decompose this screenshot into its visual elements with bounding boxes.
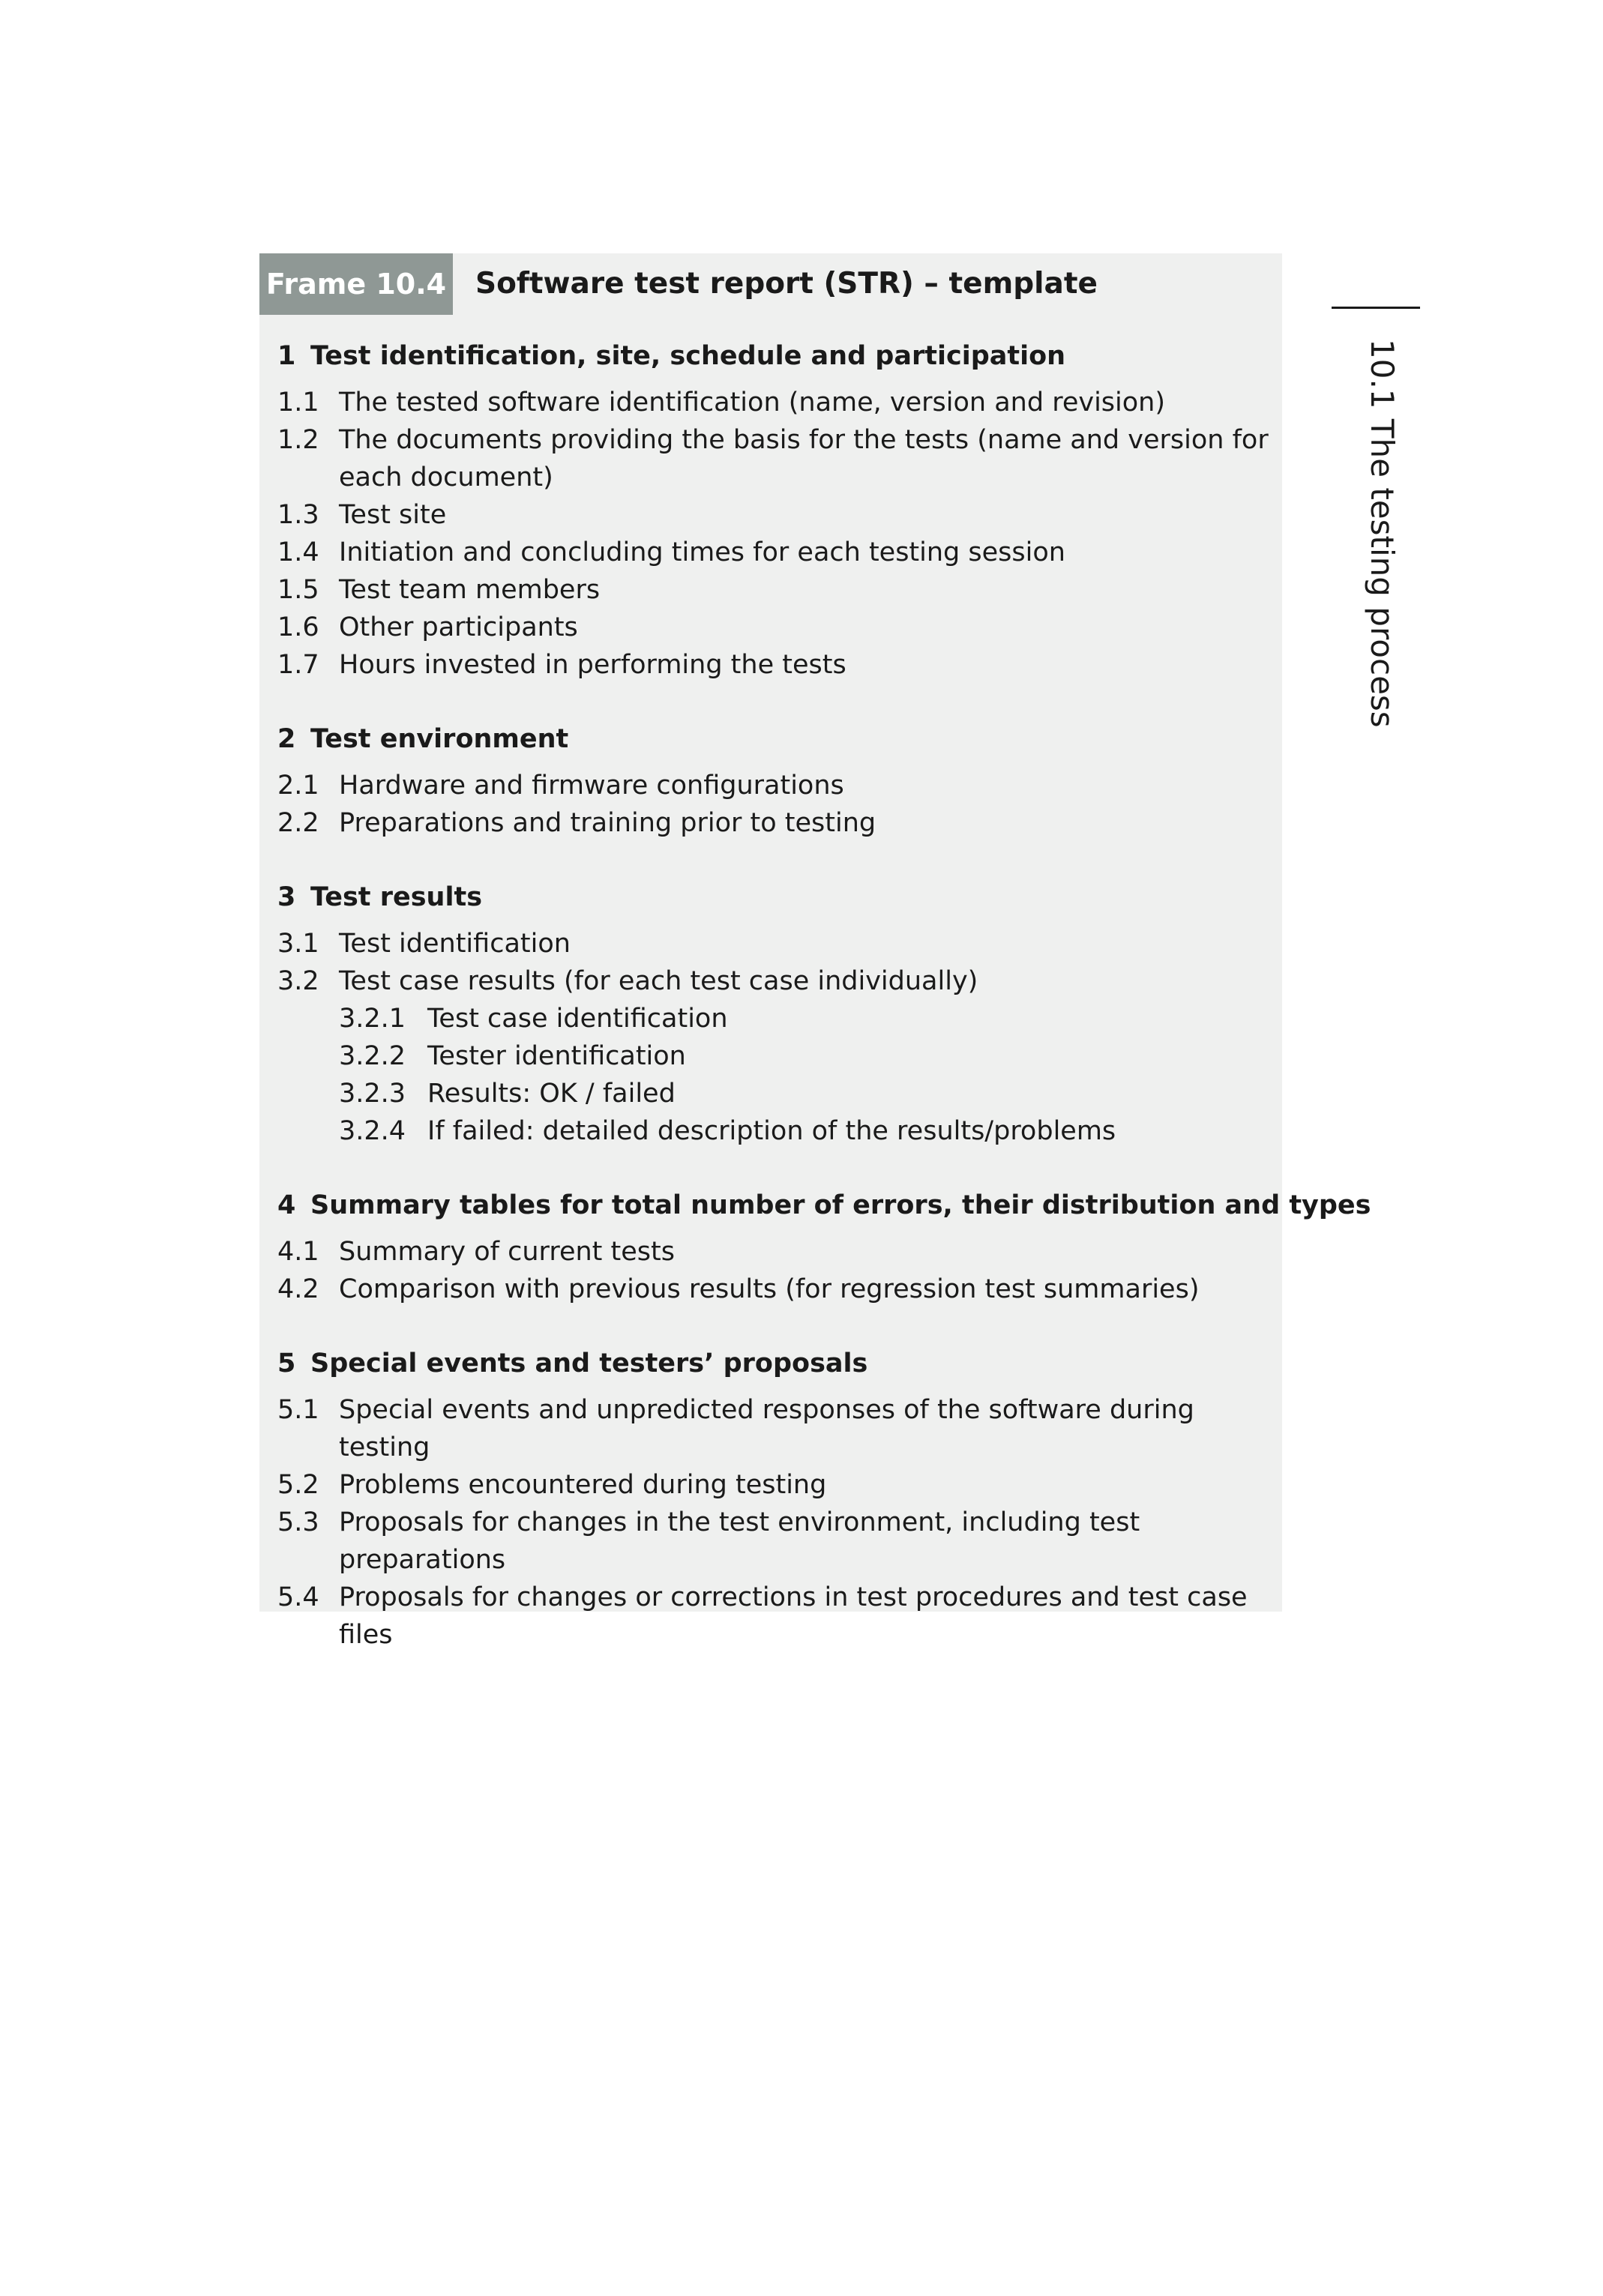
item-number: 1.1 [277,388,319,418]
section-number: 2 [277,724,296,754]
list-item [277,609,1275,646]
item-number: 2.2 [277,808,319,838]
section-number: 3 [277,882,296,912]
frame-body [277,337,1371,1690]
section-3 [277,879,1275,1150]
section-5 [277,1345,1275,1654]
item-text: Test case results (for each test case individually) [339,966,978,996]
sub-list-item [277,1000,1275,1037]
item-text: Proposals for changes in the test environment, including test preparations [339,1507,1140,1575]
frame-box [259,253,1371,1650]
item-number: 3.2.2 [339,1041,406,1071]
item-text: Test team members [339,575,601,605]
running-header: 10.1 The testing process [1364,339,1401,728]
list-item [277,1271,1275,1308]
list-item [277,534,1275,571]
section-number: 5 [277,1349,296,1378]
section-title: Summary tables for total number of errors, their distribution and types [310,1190,1371,1220]
item-text: Comparison with previous results (for regression test summaries) [339,1274,1200,1304]
item-number: 1.3 [277,500,319,530]
section-heading [277,1345,1275,1382]
sub-list-item [277,1112,1275,1150]
item-number: 3.1 [277,929,319,959]
section-title: Test identification, site, schedule and participation [310,341,1066,371]
list-item [277,1391,1275,1466]
list-item [277,962,1275,1000]
section-title: Test results [310,882,483,912]
list-item [277,1504,1275,1579]
item-text: The documents providing the basis for the tests (name and version for each document) [339,425,1269,492]
frame-label: Frame 10.4 [259,253,453,315]
item-text: Results: OK / failed [427,1079,676,1109]
list-item [277,767,1275,804]
item-text: Test site [339,500,447,530]
section-1 [277,337,1275,684]
section-title: Test environment [310,724,569,754]
item-text: If failed: detailed description of the results/problems [427,1116,1116,1146]
list-item [277,646,1275,684]
section-heading [277,1187,1371,1224]
list-item [277,496,1275,534]
item-number: 1.4 [277,537,319,567]
item-number: 1.7 [277,650,319,680]
item-text: Test case identification [427,1004,728,1034]
item-number: 5.4 [277,1582,319,1612]
list-item [277,925,1275,962]
item-text: Hardware and firmware configurations [339,771,844,801]
section-heading [277,337,1275,375]
sub-list-item [277,1075,1275,1112]
section-title: Special events and testers’ proposals [310,1349,868,1378]
item-text: Special events and unpredicted responses of the software during testing [339,1395,1194,1462]
list-item [277,1579,1275,1654]
item-number: 3.2.3 [339,1079,406,1109]
list-item [277,571,1275,609]
item-number: 5.2 [277,1470,319,1500]
section-number: 1 [277,341,296,371]
section-heading [277,720,1275,758]
item-text: Summary of current tests [339,1237,675,1267]
item-number: 3.2.1 [339,1004,406,1034]
item-number: 4.1 [277,1237,319,1267]
list-item [277,421,1275,496]
frame-header [259,253,1282,315]
section-number: 4 [277,1190,296,1220]
item-number: 5.3 [277,1507,319,1537]
item-text: Proposals for changes or corrections in test procedures and test case files [339,1582,1248,1650]
running-header-rule [1332,307,1420,309]
list-item [277,384,1275,421]
item-number: 3.2.4 [339,1116,406,1146]
section-heading [277,879,1275,916]
section-4 [277,1187,1371,1308]
list-item [277,804,1275,842]
item-text: The tested software identification (name, version and revision) [339,388,1166,418]
item-number: 5.1 [277,1395,319,1425]
item-text: Other participants [339,612,578,642]
item-text: Test identification [339,929,571,959]
list-item [277,1233,1275,1271]
item-number: 1.6 [277,612,319,642]
item-text: Hours invested in performing the tests [339,650,846,680]
item-number: 4.2 [277,1274,319,1304]
item-text: Problems encountered during testing [339,1470,827,1500]
item-number: 2.1 [277,771,319,801]
frame-title: Software test report (STR) – template [475,267,1098,301]
item-text: Tester identification [427,1041,686,1071]
list-item [277,1466,1275,1504]
item-number: 1.2 [277,425,319,455]
item-number: 3.2 [277,966,319,996]
item-text: Initiation and concluding times for each testing session [339,537,1065,567]
item-number: 1.5 [277,575,319,605]
item-text: Preparations and training prior to testing [339,808,876,838]
sub-list-item [277,1037,1275,1075]
section-2 [277,720,1275,842]
